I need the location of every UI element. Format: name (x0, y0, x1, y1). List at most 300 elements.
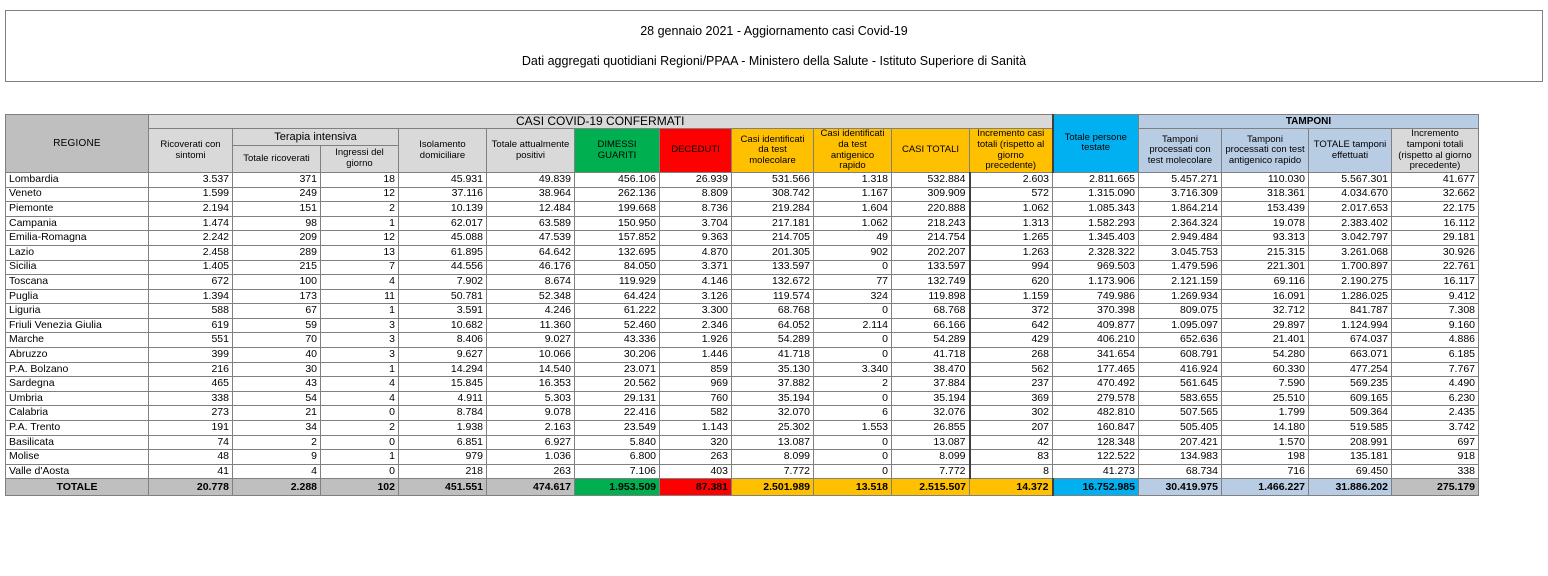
report-title-box (5, 10, 1543, 82)
cell-value: 30.206 (575, 348, 660, 363)
total-value: 275.179 (1392, 479, 1479, 496)
cell-value: 551 (149, 333, 233, 348)
cell-value: 588 (149, 304, 233, 319)
cell-value: 531.566 (732, 172, 814, 187)
cell-value: 3.371 (660, 260, 732, 275)
cell-value: 1.405 (149, 260, 233, 275)
cell-value: 429 (970, 333, 1053, 348)
cell-region-name: Valle d'Aosta (6, 464, 149, 479)
table-body (6, 172, 1479, 495)
cell-value: 32.070 (732, 406, 814, 421)
header-casi-test-antigenico: Casi identificati da test antigenico rapido (814, 129, 892, 173)
cell-value: 507.565 (1139, 406, 1222, 421)
cell-value: 198 (1222, 450, 1309, 465)
cell-value: 3.042.797 (1309, 231, 1392, 246)
cell-value: 26.855 (892, 421, 970, 436)
cell-value: 35.130 (732, 362, 814, 377)
cell-value: 45.088 (399, 231, 487, 246)
cell-region-name: Emilia-Romagna (6, 231, 149, 246)
cell-value: 48 (149, 450, 233, 465)
cell-value: 2 (321, 202, 399, 217)
cell-value: 0 (321, 406, 399, 421)
header-incremento-tamponi: Incremento tamponi totali (rispetto al giorno precedente) (1392, 129, 1479, 173)
cell-value: 4.146 (660, 275, 732, 290)
cell-value: 30 (233, 362, 321, 377)
cell-value: 969 (660, 377, 732, 392)
cell-value: 1.085.343 (1053, 202, 1139, 217)
cell-value: 608.791 (1139, 348, 1222, 363)
cell-value: 749.986 (1053, 289, 1139, 304)
header-deceduti: DECEDUTI (660, 129, 732, 173)
cell-value: 208.991 (1309, 435, 1392, 450)
cell-value: 561.645 (1139, 377, 1222, 392)
cell-value: 3.704 (660, 216, 732, 231)
cell-value: 505.405 (1139, 421, 1222, 436)
cell-value: 7.590 (1222, 377, 1309, 392)
total-value: 2.515.507 (892, 479, 970, 496)
cell-value: 1.313 (970, 216, 1053, 231)
cell-region-name: P.A. Bolzano (6, 362, 149, 377)
cell-region-name: Piemonte (6, 202, 149, 217)
cell-value: 8.099 (892, 450, 970, 465)
cell-value: 23.071 (575, 362, 660, 377)
cell-value: 18 (321, 172, 399, 187)
cell-value: 43.336 (575, 333, 660, 348)
cell-value: 2.603 (970, 172, 1053, 187)
cell-value: 1.553 (814, 421, 892, 436)
cell-value: 4.886 (1392, 333, 1479, 348)
cell-value: 674.037 (1309, 333, 1392, 348)
cell-value: 8.784 (399, 406, 487, 421)
cell-value: 3.126 (660, 289, 732, 304)
cell-value: 918 (1392, 450, 1479, 465)
cell-value: 41.718 (732, 348, 814, 363)
cell-value: 456.106 (575, 172, 660, 187)
table-row (6, 362, 1479, 377)
table-row (6, 187, 1479, 202)
cell-value: 54.289 (732, 333, 814, 348)
cell-value: 43 (233, 377, 321, 392)
cell-value: 119.574 (732, 289, 814, 304)
cell-value: 54.289 (892, 333, 970, 348)
total-value: 87.381 (660, 479, 732, 496)
cell-value: 1.599 (149, 187, 233, 202)
cell-value: 3.045.753 (1139, 245, 1222, 260)
cell-value: 1.864.214 (1139, 202, 1222, 217)
cell-value: 0 (814, 450, 892, 465)
cell-region-name: P.A. Trento (6, 421, 149, 436)
cell-value: 8.809 (660, 187, 732, 202)
cell-value: 16.353 (487, 377, 575, 392)
header-dimessi-guariti: DIMESSI GUARITI (575, 129, 660, 173)
cell-value: 207.421 (1139, 435, 1222, 450)
cell-value: 21.401 (1222, 333, 1309, 348)
cell-value: 29.181 (1392, 231, 1479, 246)
cell-value: 22.761 (1392, 260, 1479, 275)
cell-value: 8 (970, 464, 1053, 479)
cell-value: 9.160 (1392, 318, 1479, 333)
cell-value: 1.799 (1222, 406, 1309, 421)
cell-value: 50.781 (399, 289, 487, 304)
cell-value: 38.964 (487, 187, 575, 202)
cell-region-name: Lazio (6, 245, 149, 260)
cell-value: 201.305 (732, 245, 814, 260)
cell-value: 1.394 (149, 289, 233, 304)
cell-value: 41.718 (892, 348, 970, 363)
cell-value: 0 (814, 464, 892, 479)
cell-value: 69.450 (1309, 464, 1392, 479)
total-value: 31.886.202 (1309, 479, 1392, 496)
cell-value: 338 (1392, 464, 1479, 479)
cell-value: 465 (149, 377, 233, 392)
table-row (6, 377, 1479, 392)
cell-value: 9.627 (399, 348, 487, 363)
cell-value: 1.167 (814, 187, 892, 202)
cell-value: 218 (399, 464, 487, 479)
cell-value: 663.071 (1309, 348, 1392, 363)
cell-value: 1.062 (814, 216, 892, 231)
table-row (6, 318, 1479, 333)
cell-value: 403 (660, 464, 732, 479)
cell-value: 49 (814, 231, 892, 246)
cell-region-name: Molise (6, 450, 149, 465)
cell-value: 477.254 (1309, 362, 1392, 377)
cell-value: 572 (970, 187, 1053, 202)
cell-value: 122.522 (1053, 450, 1139, 465)
cell-value: 5.840 (575, 435, 660, 450)
total-value: 102 (321, 479, 399, 496)
cell-value: 37.882 (732, 377, 814, 392)
cell-value: 4.870 (660, 245, 732, 260)
cell-region-name: Lombardia (6, 172, 149, 187)
cell-value: 37.884 (892, 377, 970, 392)
cell-value: 1.938 (399, 421, 487, 436)
cell-value: 8.674 (487, 275, 575, 290)
cell-region-name: Marche (6, 333, 149, 348)
table-row (6, 260, 1479, 275)
cell-value: 64.052 (732, 318, 814, 333)
cell-value: 237 (970, 377, 1053, 392)
cell-value: 642 (970, 318, 1053, 333)
cell-value: 30.926 (1392, 245, 1479, 260)
cell-value: 38.470 (892, 362, 970, 377)
cell-value: 268 (970, 348, 1053, 363)
cell-value: 672 (149, 275, 233, 290)
cell-value: 1.315.090 (1053, 187, 1139, 202)
cell-value: 1.159 (970, 289, 1053, 304)
report-subtitle-source: Dati aggregati quotidiani Regioni/PPAA - Ministero della Salute - Istituto Superiore di Sanità (521, 54, 1027, 68)
cell-value: 1.286.025 (1309, 289, 1392, 304)
header-totale-persone-testate: Totale persone testate (1053, 115, 1139, 173)
cell-value: 619 (149, 318, 233, 333)
cell-value: 370.398 (1053, 304, 1139, 319)
cell-value: 135.181 (1309, 450, 1392, 465)
cell-value: 2.114 (814, 318, 892, 333)
cell-value: 202.207 (892, 245, 970, 260)
cell-value: 2.163 (487, 421, 575, 436)
cell-value: 132.695 (575, 245, 660, 260)
cell-value: 409.877 (1053, 318, 1139, 333)
table-row (6, 231, 1479, 246)
cell-value: 0 (814, 333, 892, 348)
header-tamponi-antigenico: Tamponi processati con test antigenico rapido (1222, 129, 1309, 173)
cell-value: 60.330 (1222, 362, 1309, 377)
cell-value: 4 (321, 377, 399, 392)
cell-value: 3.591 (399, 304, 487, 319)
cell-value: 609.165 (1309, 391, 1392, 406)
cell-value: 509.364 (1309, 406, 1392, 421)
cell-value: 10.139 (399, 202, 487, 217)
cell-value: 0 (814, 435, 892, 450)
header-ingressi-del-giorno: Ingressi del giorno (321, 145, 399, 172)
cell-region-name: Veneto (6, 187, 149, 202)
cell-value: 2.017.653 (1309, 202, 1392, 217)
cell-value: 160.847 (1053, 421, 1139, 436)
cell-region-name: Basilicata (6, 435, 149, 450)
cell-value: 21 (233, 406, 321, 421)
cell-value: 9.412 (1392, 289, 1479, 304)
cell-value: 2.121.159 (1139, 275, 1222, 290)
cell-value: 191 (149, 421, 233, 436)
cell-value: 19.078 (1222, 216, 1309, 231)
cell-value: 4.911 (399, 391, 487, 406)
total-value: 451.551 (399, 479, 487, 496)
cell-value: 35.194 (892, 391, 970, 406)
table-row (6, 202, 1479, 217)
cell-value: 716 (1222, 464, 1309, 479)
cell-value: 133.597 (732, 260, 814, 275)
cell-value: 66.166 (892, 318, 970, 333)
cell-value: 8.736 (660, 202, 732, 217)
cell-value: 369 (970, 391, 1053, 406)
cell-value: 3 (321, 333, 399, 348)
cell-value: 7.772 (892, 464, 970, 479)
cell-value: 35.194 (732, 391, 814, 406)
cell-value: 134.983 (1139, 450, 1222, 465)
cell-value: 64.424 (575, 289, 660, 304)
cell-value: 8.406 (399, 333, 487, 348)
cell-value: 263 (660, 450, 732, 465)
table-row (6, 245, 1479, 260)
cell-value: 10.682 (399, 318, 487, 333)
cell-value: 11 (321, 289, 399, 304)
cell-value: 37.116 (399, 187, 487, 202)
cell-value: 1.926 (660, 333, 732, 348)
cell-value: 216 (149, 362, 233, 377)
cell-value: 532.884 (892, 172, 970, 187)
cell-value: 289 (233, 245, 321, 260)
cell-value: 23.549 (575, 421, 660, 436)
cell-value: 583.655 (1139, 391, 1222, 406)
cell-value: 2.328.322 (1053, 245, 1139, 260)
cell-value: 44.556 (399, 260, 487, 275)
cell-value: 309.909 (892, 187, 970, 202)
cell-value: 12 (321, 231, 399, 246)
cell-value: 6.800 (575, 450, 660, 465)
cell-value: 6.230 (1392, 391, 1479, 406)
cell-value: 4 (321, 391, 399, 406)
cell-value: 45.931 (399, 172, 487, 187)
cell-value: 324 (814, 289, 892, 304)
cell-value: 3.716.309 (1139, 187, 1222, 202)
cell-value: 157.852 (575, 231, 660, 246)
cell-value: 7.308 (1392, 304, 1479, 319)
cell-value: 902 (814, 245, 892, 260)
cell-value: 6.927 (487, 435, 575, 450)
cell-value: 1.265 (970, 231, 1053, 246)
cell-value: 0 (814, 348, 892, 363)
table-row (6, 421, 1479, 436)
cell-value: 14.540 (487, 362, 575, 377)
header-totale-tamponi: TOTALE tamponi effettuati (1309, 129, 1392, 173)
cell-value: 14.180 (1222, 421, 1309, 436)
cell-value: 371 (233, 172, 321, 187)
cell-value: 5.457.271 (1139, 172, 1222, 187)
cell-value: 3.742 (1392, 421, 1479, 436)
cell-value: 1.582.293 (1053, 216, 1139, 231)
cell-value: 279.578 (1053, 391, 1139, 406)
cell-value: 0 (814, 304, 892, 319)
cell-value: 16.112 (1392, 216, 1479, 231)
cell-value: 582 (660, 406, 732, 421)
cell-value: 16.091 (1222, 289, 1309, 304)
table-header (6, 115, 1479, 173)
cell-value: 54 (233, 391, 321, 406)
cell-value: 620 (970, 275, 1053, 290)
cell-value: 29.897 (1222, 318, 1309, 333)
cell-value: 26.939 (660, 172, 732, 187)
cell-value: 63.589 (487, 216, 575, 231)
cell-value: 9.363 (660, 231, 732, 246)
cell-value: 318.361 (1222, 187, 1309, 202)
table-row (6, 216, 1479, 231)
cell-value: 3.261.068 (1309, 245, 1392, 260)
cell-value: 1.479.596 (1139, 260, 1222, 275)
cell-value: 6.185 (1392, 348, 1479, 363)
cell-value: 1.143 (660, 421, 732, 436)
cell-value: 52.348 (487, 289, 575, 304)
cell-value: 32.712 (1222, 304, 1309, 319)
cell-value: 173 (233, 289, 321, 304)
cell-value: 308.742 (732, 187, 814, 202)
cell-value: 1 (321, 216, 399, 231)
cell-value: 1.700.897 (1309, 260, 1392, 275)
cell-value: 809.075 (1139, 304, 1222, 319)
cell-value: 100 (233, 275, 321, 290)
cell-value: 41.677 (1392, 172, 1479, 187)
cell-value: 10.066 (487, 348, 575, 363)
cell-value: 61.222 (575, 304, 660, 319)
cell-value: 64.642 (487, 245, 575, 260)
cell-value: 2.435 (1392, 406, 1479, 421)
cell-value: 47.539 (487, 231, 575, 246)
total-value: 474.617 (487, 479, 575, 496)
cell-value: 215.315 (1222, 245, 1309, 260)
cell-value: 1.318 (814, 172, 892, 187)
table-row (6, 275, 1479, 290)
cell-value: 302 (970, 406, 1053, 421)
cell-region-name: Umbria (6, 391, 149, 406)
cell-value: 221.301 (1222, 260, 1309, 275)
total-label: TOTALE (6, 479, 149, 496)
table-row (6, 450, 1479, 465)
cell-value: 1.062 (970, 202, 1053, 217)
cell-value: 2.242 (149, 231, 233, 246)
cell-region-name: Sicilia (6, 260, 149, 275)
cell-value: 1.173.906 (1053, 275, 1139, 290)
cell-value: 13.087 (892, 435, 970, 450)
cell-value: 1 (321, 450, 399, 465)
cell-value: 1.474 (149, 216, 233, 231)
header-row-subgroups (6, 129, 1479, 145)
cell-value: 399 (149, 348, 233, 363)
cell-value: 133.597 (892, 260, 970, 275)
cell-value: 219.284 (732, 202, 814, 217)
cell-value: 70 (233, 333, 321, 348)
cell-value: 83 (970, 450, 1053, 465)
cell-value: 46.176 (487, 260, 575, 275)
cell-value: 22.416 (575, 406, 660, 421)
cell-value: 7.902 (399, 275, 487, 290)
cell-value: 4.246 (487, 304, 575, 319)
cell-value: 652.636 (1139, 333, 1222, 348)
cell-value: 2.383.402 (1309, 216, 1392, 231)
header-incremento-casi-totali: Incremento casi totali (rispetto al giorno precedente) (970, 129, 1053, 173)
cell-value: 1.345.403 (1053, 231, 1139, 246)
cell-value: 3.537 (149, 172, 233, 187)
cell-value: 84.050 (575, 260, 660, 275)
cell-value: 12.484 (487, 202, 575, 217)
cell-value: 12 (321, 187, 399, 202)
cell-region-name: Toscana (6, 275, 149, 290)
cell-value: 16.117 (1392, 275, 1479, 290)
cell-value: 697 (1392, 435, 1479, 450)
cell-value: 4 (321, 275, 399, 290)
cell-value: 199.668 (575, 202, 660, 217)
cell-value: 7.106 (575, 464, 660, 479)
table-row (6, 435, 1479, 450)
cell-value: 2 (233, 435, 321, 450)
total-value: 14.372 (970, 479, 1053, 496)
cell-value: 29.131 (575, 391, 660, 406)
cell-value: 68.768 (892, 304, 970, 319)
cell-value: 98 (233, 216, 321, 231)
header-ricoverati-con-sintomi: Ricoverati con sintomi (149, 129, 233, 173)
cell-value: 128.348 (1053, 435, 1139, 450)
cell-value: 119.898 (892, 289, 970, 304)
cell-value: 9.078 (487, 406, 575, 421)
cell-value: 482.810 (1053, 406, 1139, 421)
cell-value: 150.950 (575, 216, 660, 231)
cell-value: 1.263 (970, 245, 1053, 260)
cell-value: 40 (233, 348, 321, 363)
cell-value: 14.294 (399, 362, 487, 377)
cell-value: 59 (233, 318, 321, 333)
cell-value: 2.190.275 (1309, 275, 1392, 290)
total-value: 13.518 (814, 479, 892, 496)
cell-value: 470.492 (1053, 377, 1139, 392)
cell-value: 52.460 (575, 318, 660, 333)
cell-region-name: Friuli Venezia Giulia (6, 318, 149, 333)
cell-value: 20.562 (575, 377, 660, 392)
cell-value: 1.269.934 (1139, 289, 1222, 304)
cell-value: 3 (321, 348, 399, 363)
cell-value: 153.439 (1222, 202, 1309, 217)
cell-value: 54.280 (1222, 348, 1309, 363)
cell-value: 1 (321, 362, 399, 377)
cell-region-name: Sardegna (6, 377, 149, 392)
cell-value: 62.017 (399, 216, 487, 231)
